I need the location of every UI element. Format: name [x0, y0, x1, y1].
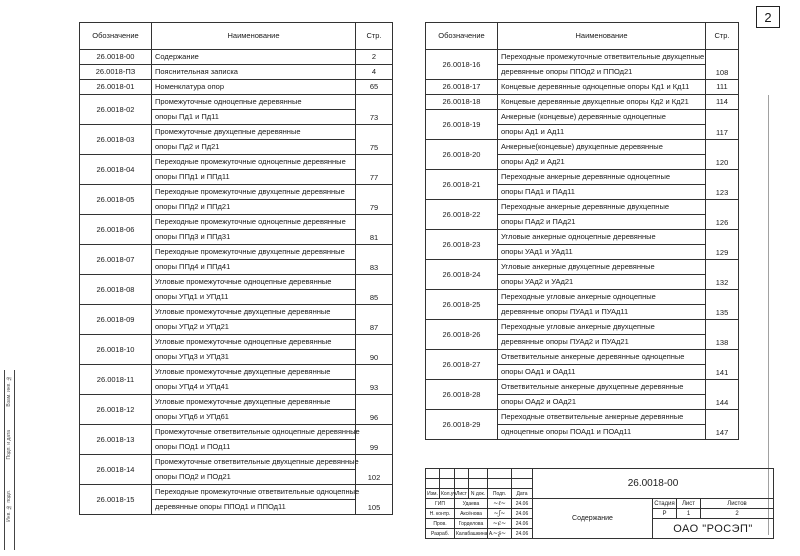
role-razrab: Разраб.: [426, 529, 455, 539]
date-gip: 24.06: [512, 499, 533, 509]
organization: ОАО "РОСЭП": [653, 519, 774, 539]
row-designation: 26.0018-17: [426, 80, 498, 95]
table-row: [80, 425, 393, 440]
row-name: Угловые анкерные двухцепные деревянные: [498, 260, 706, 275]
table-row: [426, 80, 739, 95]
row-page: 65: [356, 80, 393, 95]
row-name-cont: опоры УАд2 и УАд21: [498, 275, 706, 290]
person-razrab: Калабашкина А.: [456, 530, 494, 537]
row-page: 87: [356, 305, 393, 335]
row-name-cont: опоры УПд2 и УПд21: [152, 320, 356, 335]
row-designation: 26.0018-06: [80, 215, 152, 245]
sheets-label: Листов: [701, 499, 774, 509]
table-row: [426, 50, 739, 65]
row-name: Переходные промежуточные ответвительные одноцепные: [152, 485, 356, 500]
page-edge-line: [768, 95, 769, 535]
row-name: Угловые анкерные одноцепные деревянные: [498, 230, 706, 245]
table-row: [426, 410, 739, 425]
row-designation: 26.0018-18: [426, 95, 498, 110]
table-row: [80, 65, 393, 80]
table-row: [426, 140, 739, 155]
stamp-hdr-data: Дата: [512, 489, 533, 499]
row-designation: 26.0018-15: [80, 485, 152, 515]
sheet-label: Лист: [677, 499, 701, 509]
row-name-cont: опоры ППд4 и ППд41: [152, 260, 356, 275]
row-page: 79: [356, 185, 393, 215]
person-nkontr: Аксёнова: [455, 509, 488, 519]
row-name-cont: опоры ПОд2 и ПОд21: [152, 470, 356, 485]
row-name: Угловые промежуточные одноцепные деревянные: [152, 275, 356, 290]
table-row: [80, 335, 393, 350]
sheet-number: 2: [756, 6, 780, 28]
stage-label: Стадия: [654, 500, 675, 507]
table-row: [426, 200, 739, 215]
row-page: 90: [356, 335, 393, 365]
row-page: 126: [706, 200, 739, 230]
row-name-cont: опоры УАд1 и УАд11: [498, 245, 706, 260]
row-name: Концевые деревянные одноцепные опоры Кд1 и Кд11: [498, 80, 706, 95]
row-page: 93: [356, 365, 393, 395]
table-row: [426, 320, 739, 335]
row-designation: 26.0018-04: [80, 155, 152, 185]
row-name-cont: опоры Ад1 и Ад11: [498, 125, 706, 140]
row-name-cont: опоры ПАд1 и ПАд11: [498, 185, 706, 200]
row-name: Переходные промежуточные ответвительные двухцепные: [498, 50, 706, 65]
binding-margin-line: [4, 370, 5, 550]
row-name-cont: деревянные опоры ППОд2 и ППОд21: [498, 65, 706, 80]
row-name: Номенклатура опор: [152, 80, 356, 95]
row-designation: 26.0018-20: [426, 140, 498, 170]
table-row: [426, 380, 739, 395]
row-name-cont: опоры УПд4 и УПд41: [152, 380, 356, 395]
row-name: Угловые промежуточные двухцепные деревянные: [152, 365, 356, 380]
signature-icon: ~ʂ~: [488, 529, 512, 539]
row-page: 108: [706, 50, 739, 80]
table-row: [80, 305, 393, 320]
row-page: 141: [706, 350, 739, 380]
row-designation: 26.0018-01: [80, 80, 152, 95]
row-name: Анкерные(концевые) двухцепные деревянные: [498, 140, 706, 155]
row-designation: 26.0018-28: [426, 380, 498, 410]
row-name: Переходные промежуточные двухцепные деревянные: [152, 245, 356, 260]
row-page: 4: [356, 65, 393, 80]
col-name: Наименование: [152, 23, 356, 50]
stamp-hdr-podp: Подп.: [488, 489, 512, 499]
row-designation: 26.0018-21: [426, 170, 498, 200]
row-page: 96: [356, 395, 393, 425]
binding-margin-line: [14, 370, 15, 550]
stamp-hdr-list: Лист: [456, 490, 467, 497]
table-row: [426, 230, 739, 245]
row-page: 111: [706, 80, 739, 95]
row-page: 129: [706, 230, 739, 260]
col-designation: Обозначение: [426, 23, 498, 50]
row-designation: 26.0018-26: [426, 320, 498, 350]
row-page: 117: [706, 110, 739, 140]
row-page: 123: [706, 170, 739, 200]
row-designation: 26.0018-08: [80, 275, 152, 305]
table-row: [80, 95, 393, 110]
row-page: 132: [706, 260, 739, 290]
contents-table-right: [425, 22, 739, 440]
signature-icon: ~ʃ~: [488, 509, 512, 519]
row-designation: 26.0018-16: [426, 50, 498, 80]
sheet-title: Содержание: [533, 499, 653, 539]
col-page: Стр.: [356, 23, 393, 50]
row-name: Переходные промежуточные одноцепные деревянные: [152, 215, 356, 230]
row-designation: 26.0018-00: [80, 50, 152, 65]
row-name: Промежуточные двухцепные деревянные: [152, 125, 356, 140]
row-designation: 26.0018-03: [80, 125, 152, 155]
row-designation: 26.0018-09: [80, 305, 152, 335]
side-label-sign: Подп. и дата: [6, 430, 12, 460]
table-row: [426, 170, 739, 185]
row-designation: 26.0018-22: [426, 200, 498, 230]
row-name: Переходные анкерные деревянные двухцепные: [498, 200, 706, 215]
date-nkontr: 24.06: [512, 509, 533, 519]
row-name: Угловые промежуточные двухцепные деревянные: [152, 395, 356, 410]
row-page: 147: [706, 410, 739, 440]
table-row: [80, 455, 393, 470]
row-page: 99: [356, 425, 393, 455]
col-designation: Обозначение: [80, 23, 152, 50]
role-gip: ГИП: [426, 499, 455, 509]
table-row: [426, 110, 739, 125]
row-page: 75: [356, 125, 393, 155]
sheet-value: 1: [677, 509, 701, 519]
row-name: Содержание: [152, 50, 356, 65]
row-name-cont: опоры Ад2 и Ад21: [498, 155, 706, 170]
row-page: 120: [706, 140, 739, 170]
row-page: 83: [356, 245, 393, 275]
table-row: [80, 485, 393, 500]
row-designation: 26.0018-10: [80, 335, 152, 365]
table-row: [80, 155, 393, 170]
row-name: Переходные угловые анкерные одноцепные: [498, 290, 706, 305]
row-name: Концевые деревянные двухцепные опоры Кд2 и Кд21: [498, 95, 706, 110]
stamp-hdr-izm: Изм.: [427, 490, 438, 497]
title-block: [425, 468, 773, 548]
col-page: Стр.: [706, 23, 739, 50]
row-designation: 26.0018-ПЗ: [80, 65, 152, 80]
row-designation: 26.0018-19: [426, 110, 498, 140]
row-designation: 26.0018-23: [426, 230, 498, 260]
row-name-cont: опоры ПАд2 и ПАд21: [498, 215, 706, 230]
table-row: [426, 260, 739, 275]
row-name-cont: опоры ОАд1 и ОАд11: [498, 365, 706, 380]
role-prov: Пров.: [426, 519, 455, 529]
row-designation: 26.0018-13: [80, 425, 152, 455]
stamp-hdr-ndok: N док.: [469, 489, 488, 499]
row-page: 85: [356, 275, 393, 305]
table-row: [426, 350, 739, 365]
contents-table-left: [79, 22, 393, 515]
role-nkontr: Н. контр.: [426, 509, 455, 519]
row-name-cont: опоры УПд6 и УПд61: [152, 410, 356, 425]
row-name: Пояснительная записка: [152, 65, 356, 80]
table-row: [80, 245, 393, 260]
stage-value: Р: [653, 509, 677, 519]
col-name: Наименование: [498, 23, 706, 50]
row-page: 73: [356, 95, 393, 125]
table-row: [80, 395, 393, 410]
signature-icon: ~ɕ~: [488, 519, 512, 529]
table-row: [80, 125, 393, 140]
row-name: Промежуточные ответвительные одноцепные деревянные: [152, 425, 356, 440]
row-designation: 26.0018-29: [426, 410, 498, 440]
row-name-cont: опоры ПОд1 и ПОд11: [152, 440, 356, 455]
row-name: Переходные промежуточные двухцепные деревянные: [152, 185, 356, 200]
date-prov: 24.06: [512, 519, 533, 529]
stamp-hdr-kol: Кол.уч.: [441, 490, 458, 497]
row-designation: 26.0018-07: [80, 245, 152, 275]
table-row: [80, 365, 393, 380]
row-name: Угловые промежуточные одноцепные деревянные: [152, 335, 356, 350]
row-designation: 26.0018-24: [426, 260, 498, 290]
row-page: 102: [356, 455, 393, 485]
row-page: 105: [356, 485, 393, 515]
table-row: [80, 185, 393, 200]
row-designation: 26.0018-12: [80, 395, 152, 425]
signature-icon: ~ℓ~: [488, 499, 512, 509]
row-name: Переходные ответвительные анкерные деревянные: [498, 410, 706, 425]
side-label-inv: Инв. № подл.: [6, 490, 12, 522]
row-name-cont: опоры ППд2 и ППд21: [152, 200, 356, 215]
row-name-cont: опоры ОАд2 и ОАд21: [498, 395, 706, 410]
side-label-vzam: Взам. инв. №: [6, 375, 12, 407]
row-name: Угловые промежуточные двухцепные деревянные: [152, 305, 356, 320]
doc-code: 26.0018-00: [533, 469, 774, 499]
row-name: Переходные промежуточные одноцепные деревянные: [152, 155, 356, 170]
table-row: [426, 95, 739, 110]
row-page: 138: [706, 320, 739, 350]
row-name-cont: одноцепные опоры ПОАд1 и ПОАд11: [498, 425, 706, 440]
row-designation: 26.0018-05: [80, 185, 152, 215]
person-gip: Удаева: [455, 499, 488, 509]
row-name: Переходные угловые анкерные двухцепные: [498, 320, 706, 335]
row-name: Промежуточные одноцепные деревянные: [152, 95, 356, 110]
row-name-cont: деревянные опоры ППОд1 и ППОд11: [152, 500, 356, 515]
row-page: 77: [356, 155, 393, 185]
row-name: Ответвительные анкерные двухцепные деревянные: [498, 380, 706, 395]
row-designation: 26.0018-27: [426, 350, 498, 380]
date-razrab: 24.06: [512, 529, 533, 539]
row-name-cont: опоры УПд1 и УПд11: [152, 290, 356, 305]
row-page: 135: [706, 290, 739, 320]
row-designation: 26.0018-14: [80, 455, 152, 485]
person-prov: Горделова: [455, 519, 488, 529]
row-name-cont: деревянные опоры ПУАд1 и ПУАд11: [498, 305, 706, 320]
row-name-cont: опоры ППд1 и ППд11: [152, 170, 356, 185]
row-name-cont: деревянные опоры ПУАд2 и ПУАд21: [498, 335, 706, 350]
row-name-cont: опоры УПд3 и УПд31: [152, 350, 356, 365]
row-page: 114: [706, 95, 739, 110]
table-row: [80, 50, 393, 65]
row-name: Переходные анкерные деревянные одноцепные: [498, 170, 706, 185]
row-designation: 26.0018-11: [80, 365, 152, 395]
row-name: Промежуточные ответвительные двухцепные деревянные: [152, 455, 356, 470]
row-page: 2: [356, 50, 393, 65]
row-name: Ответвительные анкерные деревянные одноцепные: [498, 350, 706, 365]
sheets-value: 2: [701, 509, 774, 519]
row-page: 81: [356, 215, 393, 245]
table-row: [80, 80, 393, 95]
table-row: [80, 215, 393, 230]
row-designation: 26.0018-02: [80, 95, 152, 125]
row-name-cont: опоры Пд1 и Пд11: [152, 110, 356, 125]
row-page: 144: [706, 380, 739, 410]
row-designation: 26.0018-25: [426, 290, 498, 320]
row-name-cont: опоры Пд2 и Пд21: [152, 140, 356, 155]
table-row: [426, 290, 739, 305]
row-name: Анкерные (концевые) деревянные одноцепные: [498, 110, 706, 125]
row-name-cont: опоры ППд3 и ППд31: [152, 230, 356, 245]
table-row: [80, 275, 393, 290]
